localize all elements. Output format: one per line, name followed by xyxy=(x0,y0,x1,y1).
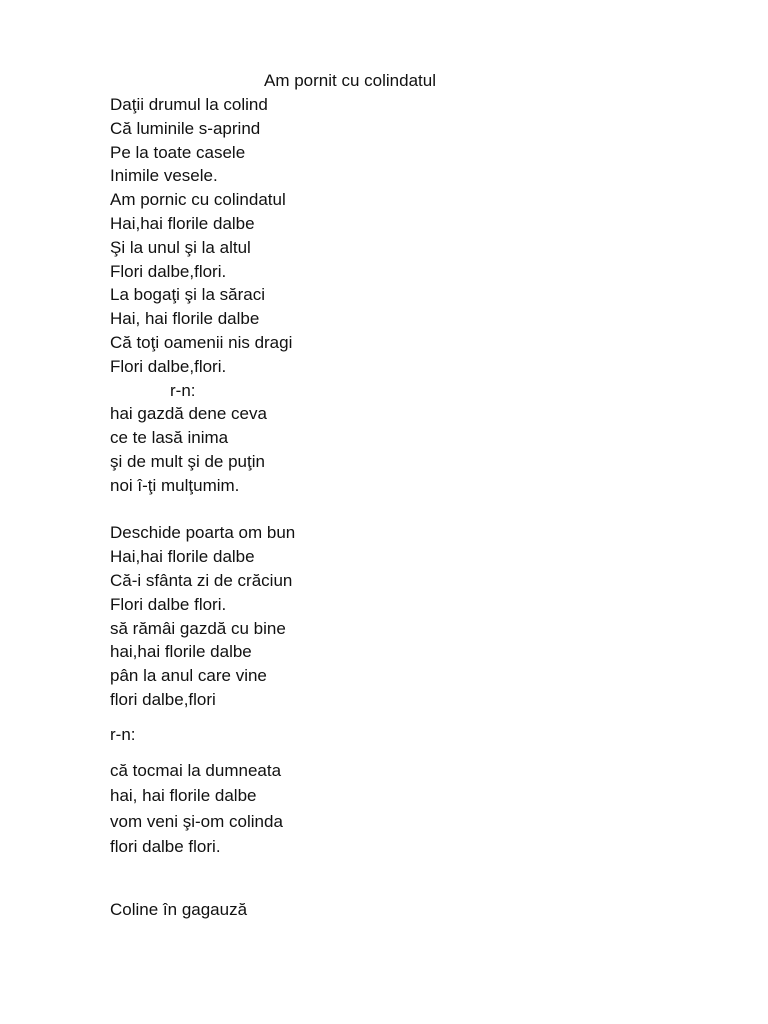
refrain-line: flori dalbe flori. xyxy=(110,836,221,856)
verse-1-block xyxy=(110,93,295,712)
refrain-line: că tocmai la dumneata xyxy=(110,761,282,780)
blank-line xyxy=(110,498,295,522)
verse-line: La bogaţi şi la săraci xyxy=(110,285,265,305)
refrain-line: ce te lasă inima xyxy=(110,428,229,448)
footer-text: Coline în gagauză xyxy=(110,900,248,919)
verse-line: Că luminile s-aprind xyxy=(110,118,261,138)
verse-line: hai,hai florile dalbe xyxy=(110,642,252,662)
refrain-2-label-block xyxy=(110,723,136,747)
verse-line: Hai,hai florile dalbe xyxy=(110,213,255,233)
refrain-line: hai, hai florile dalbe xyxy=(110,786,257,806)
verse-line: Flori dalbe flori. xyxy=(110,594,227,614)
verse-line: Am pornic cu colindatul xyxy=(110,190,286,210)
document-title: Am pornit cu colindatul xyxy=(264,71,436,90)
verse-line: Flori dalbe,flori. xyxy=(110,356,227,376)
verse-line: flori dalbe,flori xyxy=(110,689,216,709)
verse-line: Hai, hai florile dalbe xyxy=(110,309,260,329)
verse-line: să rămâi gazdă cu bine xyxy=(110,618,286,638)
refrain-line: şi de mult şi de puţin xyxy=(110,451,265,471)
refrain-2-block xyxy=(110,758,283,859)
refrain-label: r-n: xyxy=(170,380,196,400)
footer-block xyxy=(110,898,247,922)
refrain-label: r-n: xyxy=(110,725,136,744)
verse-line: Deschide poarta om bun xyxy=(110,523,296,543)
refrain-line: noi î-ţi mulţumim. xyxy=(110,475,240,495)
verse-line: Că-i sfânta zi de crăciun xyxy=(110,570,293,590)
verse-line: Inimile vesele. xyxy=(110,166,218,186)
verse-line: Pe la toate casele xyxy=(110,142,246,162)
verse-line: pân la anul care vine xyxy=(110,666,267,686)
verse-line: Şi la unul şi la altul xyxy=(110,237,251,257)
verse-line: Că toţi oamenii nis dragi xyxy=(110,332,293,352)
verse-line: Flori dalbe,flori. xyxy=(110,261,227,281)
refrain-line: hai gazdă dene ceva xyxy=(110,404,267,424)
refrain-line: vom veni şi-om colinda xyxy=(110,811,283,831)
verse-line: Hai,hai florile dalbe xyxy=(110,547,255,567)
verse-line: Daţii drumul la colind xyxy=(110,95,268,114)
